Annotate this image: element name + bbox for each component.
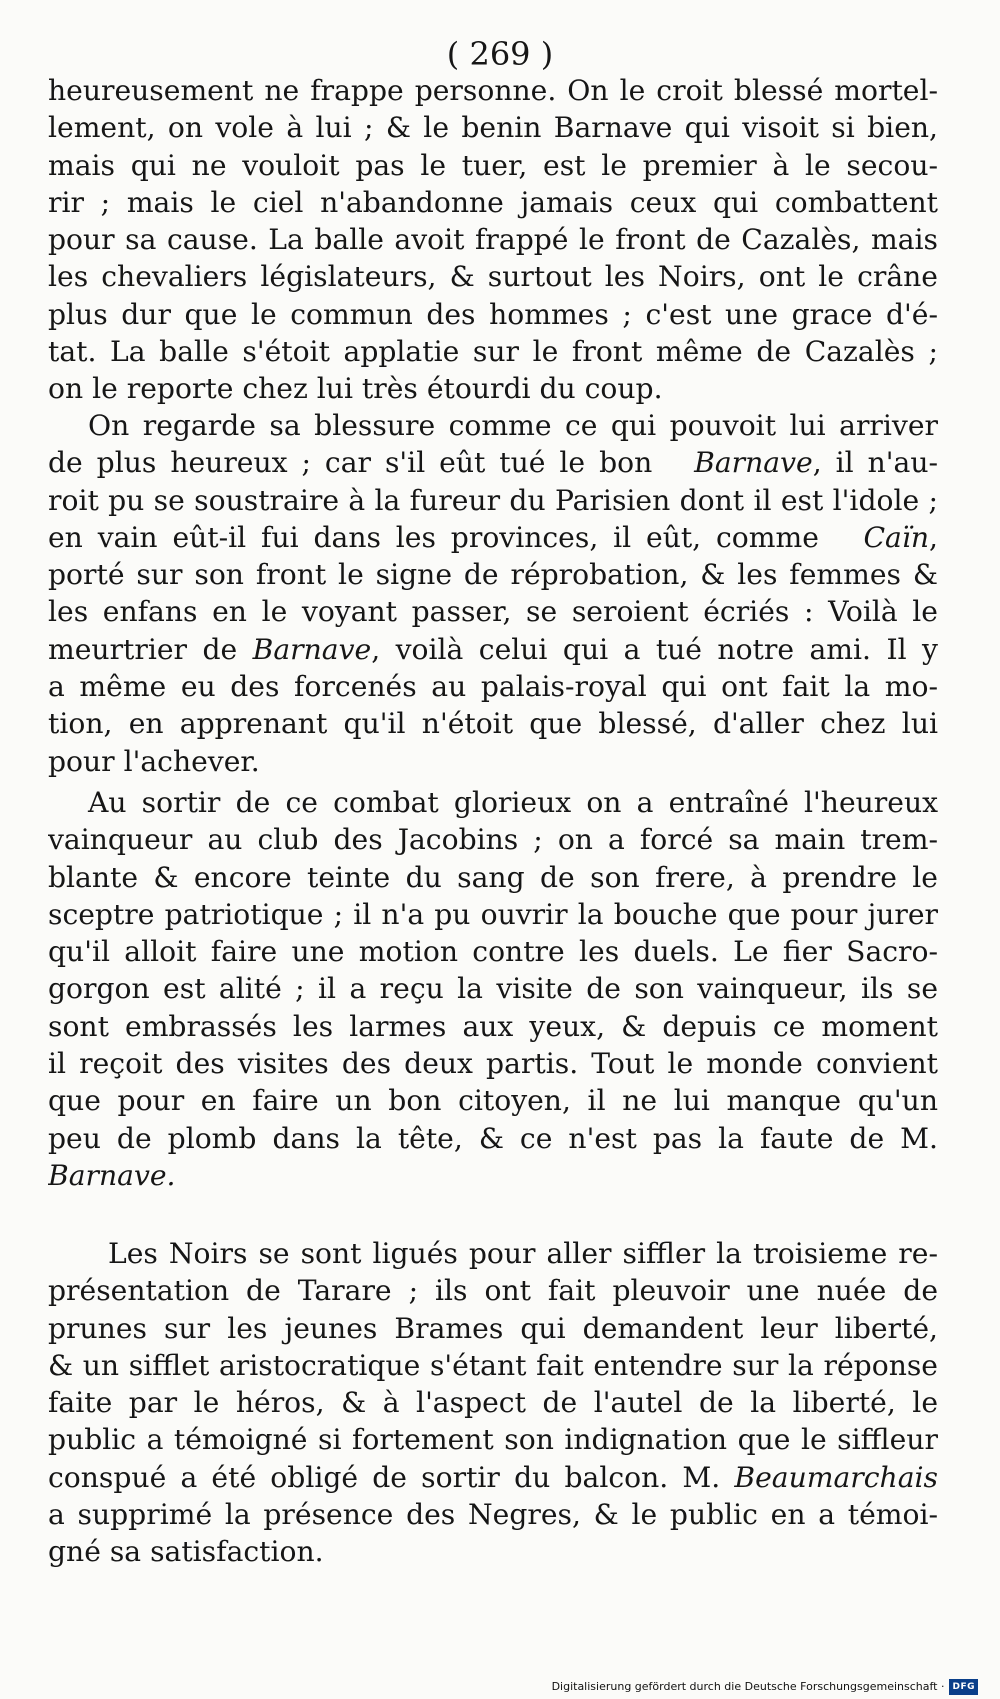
text-line: on le reporte chez lui très étourdi du coup. xyxy=(48,372,663,406)
text-line: Au sortir de ce combat glorieux on a entraîné l'heureux xyxy=(88,786,938,819)
text-line: heureusement ne frappe personne. On le croit blessé mortel- xyxy=(48,74,938,107)
text-line xyxy=(48,631,938,668)
text-line: que pour en faire un bon citoyen, il ne lui manque qu'un xyxy=(48,1084,938,1118)
text-line: Les Noirs se sont ligués pour aller siffler la troisieme re- xyxy=(108,1237,938,1270)
name-beaumarchais: Beaumarchais xyxy=(734,1460,938,1494)
text-line: porté sur son front le signe de réprobation, & les femmes & xyxy=(48,558,938,592)
text-line: roit pu se soustraire à la fureur du Parisien dont il est l'idole ; xyxy=(48,483,938,517)
text-segment: de plus heureux ; car s'il eût tué le bon xyxy=(48,446,653,480)
text-line: rir ; mais le ciel n'abandonne jamais ceux qui combattent xyxy=(48,185,938,219)
text-line: a même eu des forcenés au palais-royal qui ont fait la mo- xyxy=(48,670,938,704)
page-number: ( 269 ) xyxy=(446,35,554,73)
text-segment: conspué a été obligé de sortir du balcon. M. xyxy=(48,1460,721,1494)
text-segment: en vain eût-il fui dans les provinces, il eût, comme xyxy=(48,520,819,554)
text-line: public a témoigné si fortement son indignation que le siffleur xyxy=(48,1423,938,1457)
name-cain: Caïn xyxy=(863,520,930,554)
text-line: il reçoit des visites des deux partis. Tout le monde convient xyxy=(48,1047,938,1081)
text-line: blante & encore teinte du sang de son frere, à prendre le xyxy=(48,860,938,894)
paragraph-1 xyxy=(48,72,938,408)
text-line: sceptre patriotique ; il n'a pu ouvrir la bouche que pour jurer xyxy=(48,897,938,931)
paragraph-2 xyxy=(48,407,938,780)
text-line: gorgon est alité ; il a reçu la visite de son vainqueur, ils se xyxy=(48,972,938,1006)
text-line: gné sa satisfaction. xyxy=(48,1535,324,1569)
name-barnave: Barnave. xyxy=(48,1158,176,1192)
text-line: sont embrassés les larmes aux yeux, & depuis ce moment xyxy=(48,1009,938,1043)
text-line xyxy=(48,519,938,556)
digitization-credit xyxy=(552,1679,978,1695)
text-line: présentation de Tarare ; ils ont fait pleuvoir une nuée de xyxy=(48,1274,938,1308)
text-line xyxy=(48,444,938,481)
text-line: On regarde sa blessure comme ce qui pouvoit lui arriver xyxy=(88,409,938,442)
text-line: lement, on vole à lui ; & le benin Barnave qui visoit si bien, xyxy=(48,111,938,145)
text-line: tion, en apprenant qu'il n'étoit que blessé, d'aller chez lui xyxy=(48,707,938,741)
text-segment: , voilà celui qui a tué notre ami. Il y xyxy=(371,632,938,666)
paragraph-4 xyxy=(48,1235,938,1571)
text-line xyxy=(48,1459,938,1496)
name-barnave: Barnave xyxy=(252,632,372,666)
text-line: pour sa cause. La balle avoit frappé le front de Cazalès, mais xyxy=(48,223,938,257)
text-segment: meurtrier de xyxy=(48,632,238,666)
text-line: & un sifflet aristocratique s'étant fait entendre sur la réponse xyxy=(48,1348,938,1382)
text-line: a supprimé la présence des Negres, & le public en a témoi- xyxy=(48,1498,938,1532)
text-line: les enfans en le voyant passer, se seroient écriés : Voilà le xyxy=(48,595,938,629)
dfg-logo-icon: DFG xyxy=(949,1679,978,1695)
paragraph-3 xyxy=(48,784,938,1194)
text-line: vainqueur au club des Jacobins ; on a forcé sa main trem- xyxy=(48,823,938,857)
text-line: pour l'achever. xyxy=(48,744,260,778)
text-line: tat. La balle s'étoit applatie sur le front même de Cazalès ; xyxy=(48,335,938,369)
text-segment: , il n'au- xyxy=(812,446,938,480)
text-line: peu de plomb dans la tête, & ce n'est pas la faute de M. xyxy=(48,1121,938,1155)
name-barnave: Barnave xyxy=(694,446,813,480)
text-line: qu'il alloit faire une motion contre les duels. Le fier Sacro- xyxy=(48,935,938,969)
footer-text: Digitalisierung gefördert durch die Deutsche Forschungsgemeinschaft · xyxy=(551,1680,945,1693)
text-line: les chevaliers législateurs, & surtout les Noirs, ont le crâne xyxy=(48,260,938,294)
text-segment: , xyxy=(929,520,938,554)
text-line: plus dur que le commun des hommes ; c'est une grace d'é- xyxy=(48,297,938,331)
text-line: faite par le héros, & à l'aspect de l'autel de la liberté, le xyxy=(48,1386,938,1420)
text-line: prunes sur les jeunes Brames qui demandent leur liberté, xyxy=(48,1311,938,1345)
text-line: mais qui ne vouloit pas le tuer, est le premier à le secou- xyxy=(48,148,938,182)
